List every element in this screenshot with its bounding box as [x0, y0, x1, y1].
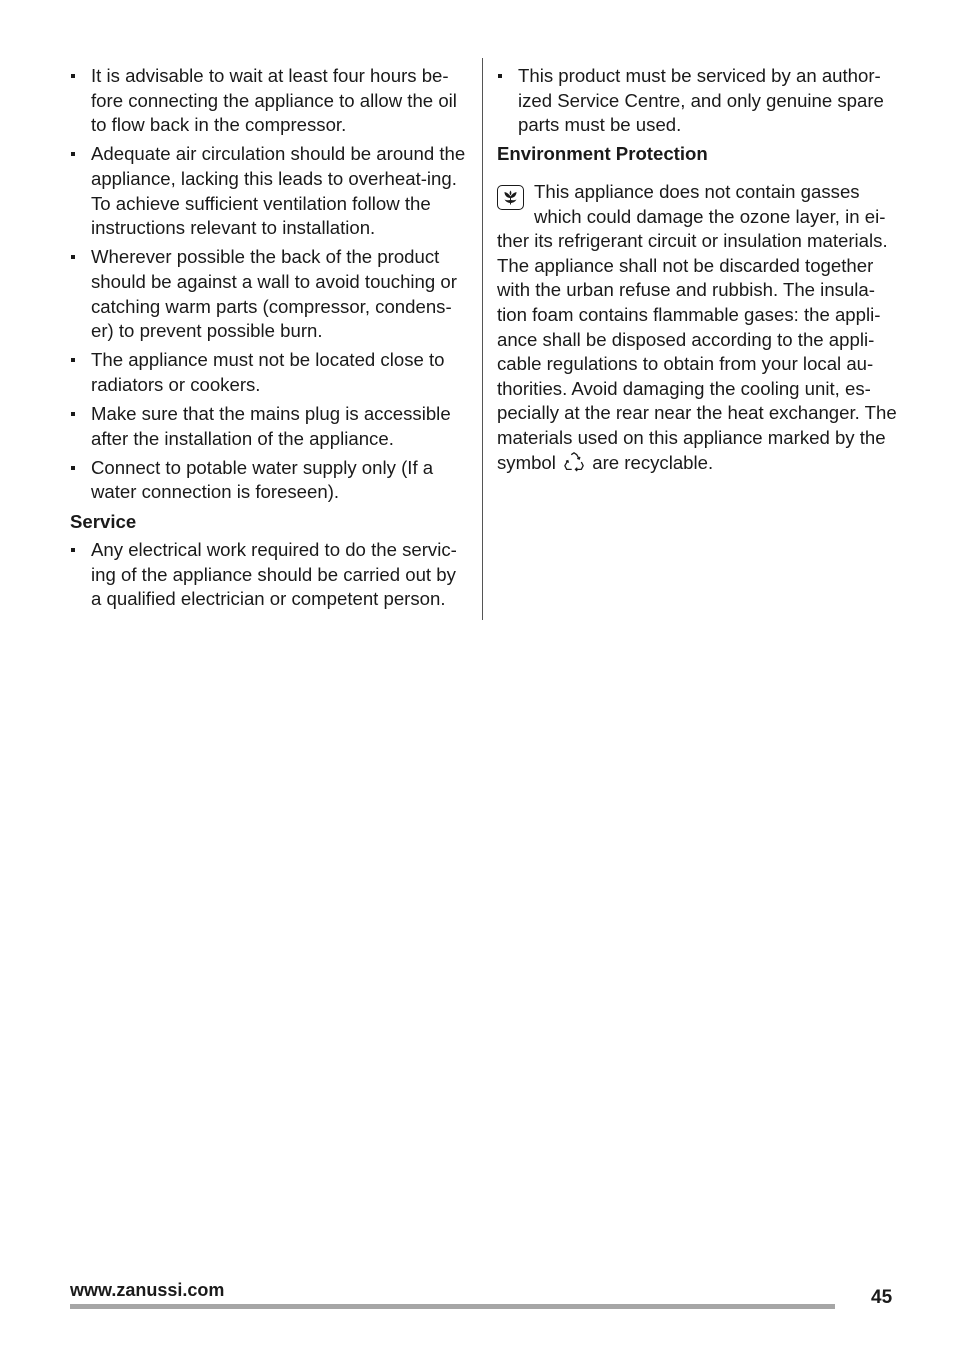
right-column — [497, 64, 897, 475]
list-item-text: The appliance must not be located close to radiators or cookers. — [91, 349, 445, 395]
list-item — [70, 245, 470, 343]
list-item — [497, 64, 897, 138]
list-item — [70, 348, 470, 397]
list-item — [70, 538, 470, 612]
recycle-text-after: are recyclable. — [592, 451, 714, 473]
bullet-icon — [71, 466, 75, 470]
list-item — [70, 402, 470, 451]
list-item — [70, 142, 470, 240]
service-continued-list — [497, 64, 897, 138]
bullet-icon — [71, 548, 75, 552]
installation-list — [70, 64, 470, 505]
list-item-text: Wherever possible the back of the product should be against a wall to avoid touching or catching warm parts (compressor, condens-er) to prevent possible burn. — [91, 246, 457, 342]
bullet-icon — [71, 74, 75, 78]
list-item-text: Make sure that the mains plug is accessible after the installation of the appliance. — [91, 403, 451, 449]
bullet-icon — [71, 412, 75, 416]
bullet-icon — [71, 152, 75, 156]
bullet-icon — [71, 255, 75, 259]
eco-flower-icon — [497, 185, 524, 210]
list-item-text: Adequate air circulation should be around the appliance, lacking this leads to overheat-ing. To achieve sufficient ventilation follow the instructions relevant to installation. — [91, 143, 466, 239]
environment-paragraph-text: This appliance does not contain gasses which could damage the ozone layer, in ei-ther its refrigerant circuit or insulation materials. The appliance shall not be discarded together with the urban refuse and rubbish. The insula-tion foam contains flammable gases: the appli-ance shall be disposed according to the appli-cable regulations to obtain from your local au-thorities. Avoid damaging the cooling unit, es-pecially at the rear near the heat exchanger. — [497, 180, 888, 424]
left-column — [70, 64, 470, 617]
recycle-text-before: The materials used on this appliance marked by the symbol — [497, 402, 897, 473]
service-list — [70, 538, 470, 612]
page-number: 45 — [871, 1287, 893, 1308]
list-item-text: Connect to potable water supply only (If a water connection is foreseen). — [91, 456, 434, 503]
environment-paragraph — [497, 180, 897, 475]
bullet-icon — [498, 74, 502, 78]
list-item — [70, 64, 470, 138]
environment-heading: Environment Protection — [497, 143, 708, 165]
recycle-icon — [563, 451, 585, 473]
footer-website: www.zanussi.com — [70, 1280, 225, 1300]
list-item-text: It is advisable to wait at least four hours be-fore connecting the appliance to allow the oil to flow back in the compressor. — [91, 65, 457, 136]
list-item-text: This product must be serviced by an author-ized Service Centre, and only genuine spare parts must be used. — [518, 65, 884, 136]
service-heading: Service — [70, 510, 137, 532]
list-item — [70, 456, 470, 505]
bullet-icon — [71, 358, 75, 362]
column-divider — [482, 58, 483, 620]
footer-rule — [70, 1304, 835, 1309]
list-item-text: Any electrical work required to do the servic-ing of the appliance should be carried out by a qualified electrician or competent person. — [91, 539, 457, 610]
